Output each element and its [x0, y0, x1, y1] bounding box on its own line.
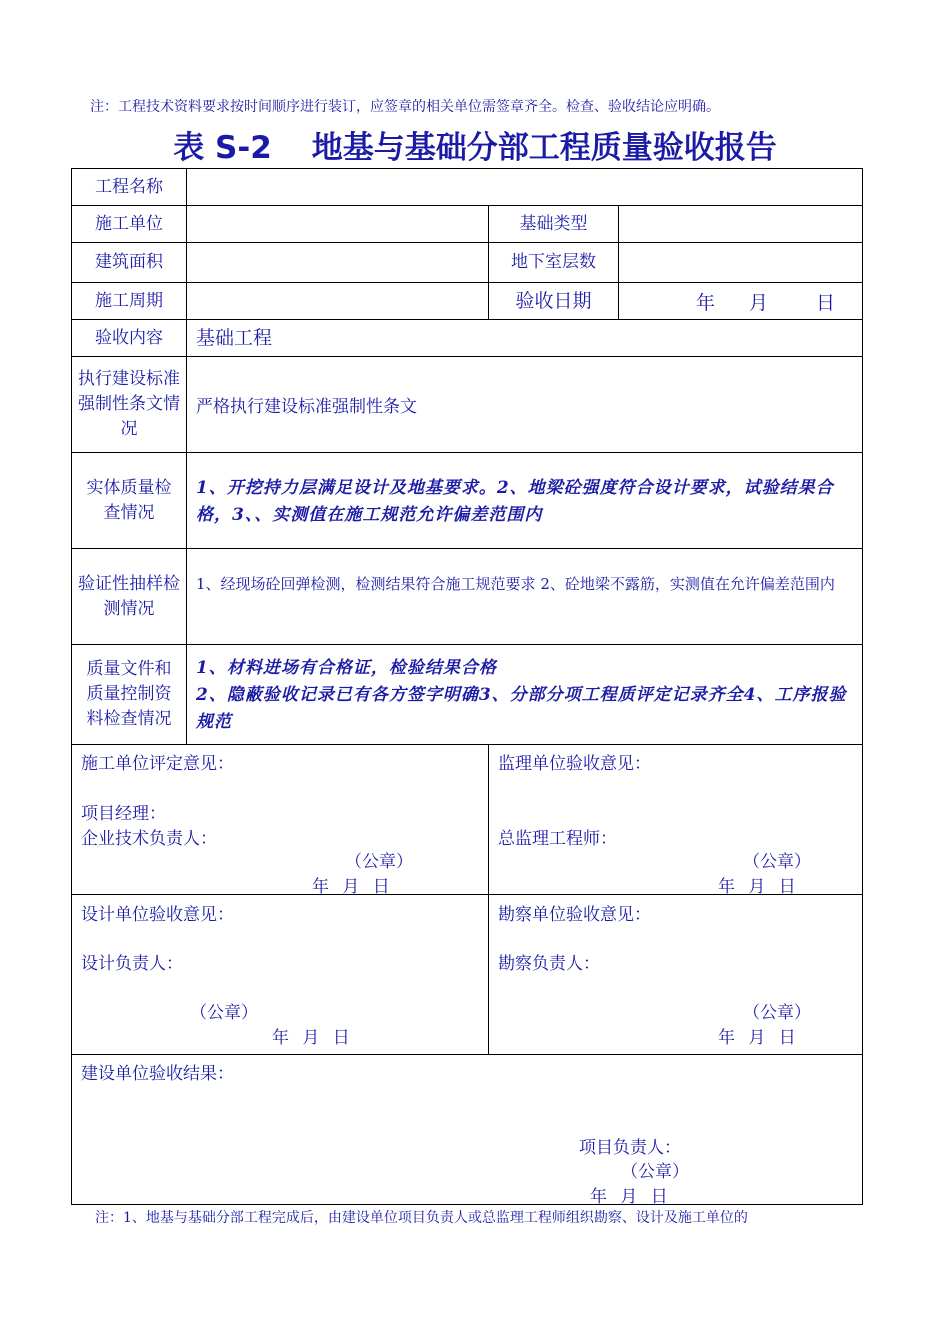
owner-result[interactable] [72, 1055, 863, 1205]
docs-line-2: 2、隐蔽验收记录已有各方签字明确3、分部分项工程质评定记录齐全4、工序报验规范 [196, 685, 847, 732]
designer-lead-label: 设计负责人： [81, 954, 183, 974]
contractor-opinion[interactable] [72, 745, 489, 895]
contractor-date: 年 月 日 [312, 877, 390, 897]
supervisor-date: 年 月 日 [718, 877, 796, 897]
designer-opinion[interactable] [72, 895, 489, 1055]
top-note: 注：工程技术资料要求按时间顺序进行装订，应签章的相关单位需签章齐全。检查、验收结论应明确。 [90, 99, 720, 115]
designer-date: 年 月 日 [272, 1028, 350, 1048]
foundation-type-field[interactable] [619, 206, 863, 243]
survey-opinion[interactable] [489, 895, 863, 1055]
basement-floors-field[interactable] [619, 243, 863, 283]
supervisor-opinion-title: 监理单位验收意见： [498, 754, 651, 774]
owner-date: 年 月 日 [590, 1187, 668, 1207]
survey-opinion-title: 勘察单位验收意见： [498, 905, 651, 925]
contractor-field[interactable] [187, 206, 489, 243]
date-year: 年 [696, 291, 716, 314]
acceptance-form [71, 168, 863, 1205]
physical-field[interactable]: 1、开挖持力层满足设计及地基要求。2、地梁砼强度符合设计要求，试验结果合格，3、、实测值在施工规范允许偏差范围内 [187, 453, 863, 549]
project-name-label: 工程名称 [72, 169, 187, 206]
sampling-field[interactable]: 1、经现场砼回弹检测，检测结果符合施工规范要求 2、砼地梁不露筋，实测值在允许偏差范围内 [187, 549, 863, 645]
physical-label: 实体质量检查情况 [72, 453, 187, 549]
bottom-note: 注：1、地基与基础分部工程完成后，由建设单位项目负责人或总监理工程师组织勘察、设计及施工单位的 [95, 1210, 748, 1226]
survey-date: 年 月 日 [718, 1028, 796, 1048]
foundation-type-label: 基础类型 [489, 206, 619, 243]
page-title [0, 122, 950, 167]
content-label: 验收内容 [72, 320, 187, 357]
supervisor-seal: （公章） [743, 852, 811, 872]
survey-lead-label: 勘察负责人： [498, 954, 600, 974]
owner-result-title: 建设单位验收结果： [81, 1064, 234, 1084]
acceptance-date-label: 验收日期 [489, 283, 619, 320]
survey-seal: （公章） [743, 1003, 811, 1023]
contractor-opinion-title: 施工单位评定意见： [81, 754, 234, 774]
form-code: 表 S-2 [173, 130, 272, 166]
designer-seal: （公章） [190, 1003, 258, 1023]
designer-opinion-title: 设计单位验收意见： [81, 905, 234, 925]
acceptance-date-field[interactable] [619, 283, 863, 320]
docs-label: 质量文件和质量控制资料检查情况 [72, 645, 187, 745]
date-day: 日 [816, 291, 836, 314]
building-area-field[interactable] [187, 243, 489, 283]
mandatory-field[interactable]: 严格执行建设标准强制性条文 [187, 357, 863, 453]
sampling-label: 验证性抽样检测情况 [72, 549, 187, 645]
project-name-field[interactable] [187, 169, 863, 206]
contractor-label: 施工单位 [72, 206, 187, 243]
project-manager-label: 项目经理： [81, 804, 166, 824]
tech-lead-label: 企业技术负责人： [81, 829, 217, 849]
building-area-label: 建筑面积 [72, 243, 187, 283]
docs-field[interactable] [187, 645, 863, 745]
supervisor-opinion[interactable] [489, 745, 863, 895]
contractor-seal: （公章） [345, 852, 413, 872]
content-field[interactable]: 基础工程 [187, 320, 863, 357]
chief-supervisor-label: 总监理工程师： [498, 829, 617, 849]
owner-lead-label: 项目负责人： [579, 1138, 681, 1158]
date-month: 月 [749, 291, 769, 314]
owner-seal: （公章） [621, 1162, 689, 1182]
basement-floors-label: 地下室层数 [489, 243, 619, 283]
mandatory-label: 执行建设标准强制性条文情况 [72, 357, 187, 453]
form-title: 地基与基础分部工程质量验收报告 [311, 130, 777, 166]
construction-period-label: 施工周期 [72, 283, 187, 320]
docs-line-1: 1、材料进场有合格证，检验结果合格 [196, 658, 497, 678]
construction-period-field[interactable] [187, 283, 489, 320]
